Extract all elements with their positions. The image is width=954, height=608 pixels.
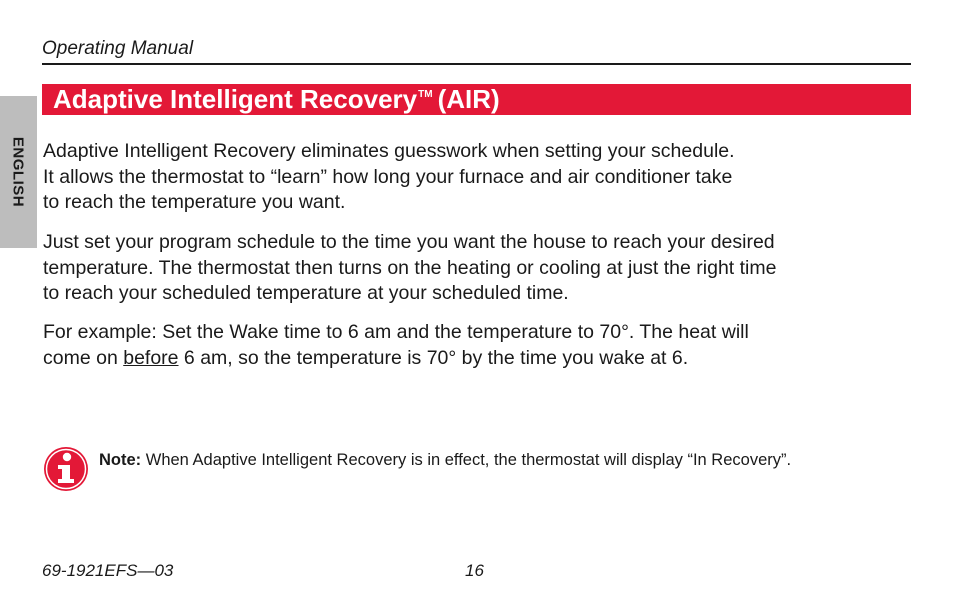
paragraph-line-pre: come on	[43, 346, 124, 369]
paragraph-line: Just set your program schedule to the time you want the house to reach your desired	[43, 231, 775, 253]
section-title-bar	[42, 84, 911, 115]
paragraph-line: For example: Set the Wake time to 6 am and the temperature to 70°. The heat will	[43, 321, 749, 343]
header-rule	[42, 63, 911, 65]
header-label: Operating Manual	[42, 38, 194, 59]
underlined-word: before	[123, 346, 179, 369]
section-title-suffix: (AIR)	[437, 84, 500, 114]
page-number: 16	[465, 561, 484, 580]
paragraph-example	[43, 320, 913, 371]
paragraph-line: to reach your scheduled temperature at your scheduled time.	[43, 282, 569, 304]
paragraph-line: It allows the thermostat to “learn” how long your furnace and air conditioner take	[43, 165, 733, 188]
note-body: When Adaptive Intelligent Recovery is in effect, the thermostat will display “In Recovery”.	[141, 451, 792, 469]
info-icon	[43, 446, 89, 492]
paragraph-intro	[43, 139, 913, 216]
paragraph-line: temperature. The thermostat then turns on the heating or cooling at just the right time	[43, 256, 777, 279]
section-title: Adaptive Intelligent Recovery	[53, 84, 418, 114]
note-label: Note:	[99, 451, 142, 469]
paragraph-line: Adaptive Intelligent Recovery eliminates guesswork when setting your schedule.	[43, 140, 735, 162]
note-text	[99, 449, 869, 471]
paragraph-line-post: 6 am, so the temperature is 70° by the time you wake at 6.	[178, 346, 689, 369]
paragraph-line: to reach the temperature you want.	[43, 191, 346, 213]
paragraph-schedule	[43, 230, 913, 307]
document-number: 69-1921EFS—03	[42, 561, 174, 580]
trademark-mark: TM	[418, 89, 433, 100]
language-tab-label: ENGLISH	[9, 136, 27, 208]
